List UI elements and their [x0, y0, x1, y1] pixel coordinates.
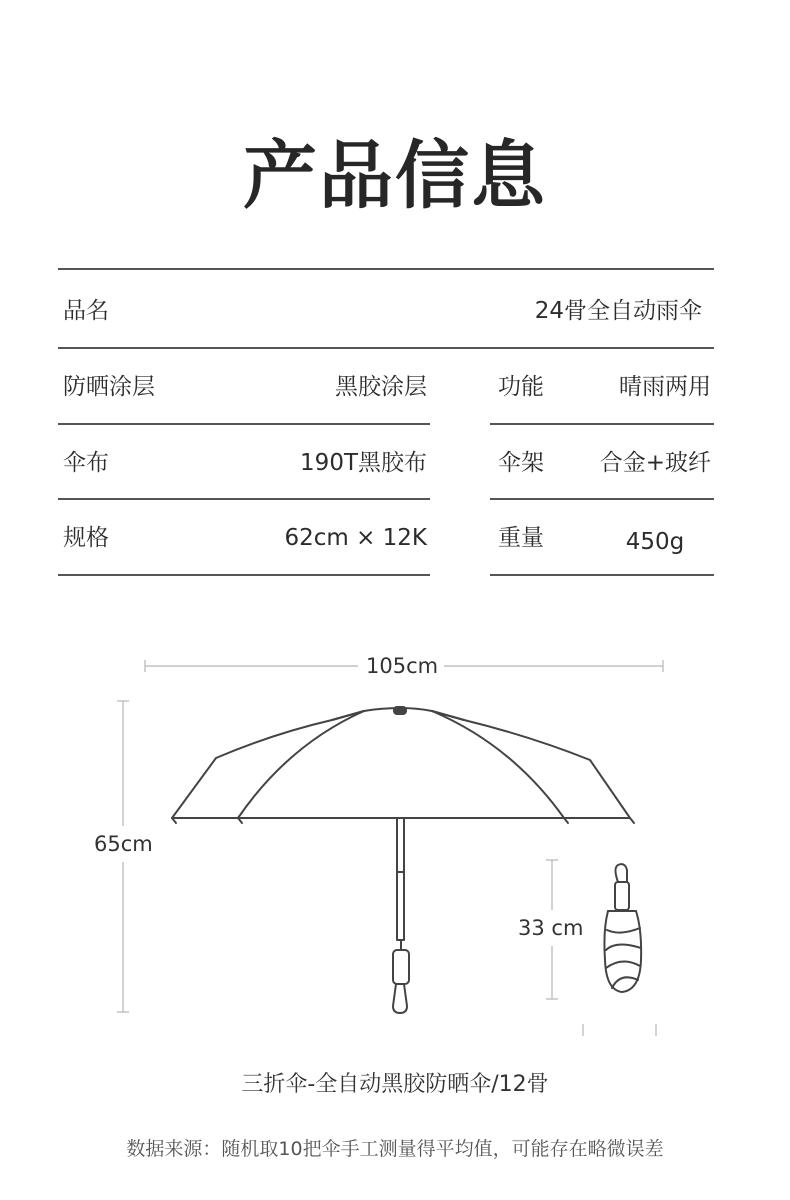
height-dimension-label: 65cm [94, 832, 153, 856]
spec-label-fabric: 伞布 [63, 450, 109, 476]
table-rule-row2-right [490, 498, 714, 500]
spec-value-weight: 450g [625, 529, 685, 555]
spec-value-coating: 黑胶涂层 [335, 374, 427, 400]
spec-label-coating: 防晒涂层 [63, 374, 155, 400]
table-rule-row1-right [490, 423, 714, 425]
spec-label-weight: 重量 [498, 525, 544, 551]
spec-label-frame: 伞架 [498, 450, 544, 476]
open-umbrella-illustration [172, 707, 634, 1013]
table-rule-name [58, 347, 714, 349]
table-rule-row2-left [58, 498, 430, 500]
width-dimension-label: 105cm [366, 654, 439, 678]
page-title: 产品信息 [243, 133, 547, 219]
product-caption: 三折伞-全自动黑胶防晒伞/12骨 [241, 1072, 549, 1097]
spec-value-function: 晴雨两用 [619, 374, 711, 400]
spec-label-name: 品名 [63, 298, 109, 324]
table-rule-row3-left [58, 574, 430, 576]
measurement-footnote: 数据来源：随机取10把伞手工测量得平均值，可能存在略微误差 [126, 1138, 664, 1160]
spec-value-fabric: 190T黑胶布 [300, 450, 427, 476]
folded-umbrella-illustration [604, 864, 641, 992]
table-rule-row1-left [58, 423, 430, 425]
spec-label-function: 功能 [498, 374, 544, 400]
spec-value-size: 62cm × 12K [284, 525, 427, 551]
table-top-rule [58, 268, 714, 270]
spec-value-frame: 合金+玻纤 [599, 450, 711, 476]
spec-label-size: 规格 [63, 525, 109, 551]
table-rule-row3-right [490, 574, 714, 576]
spec-value-name: 24骨全自动雨伞 [534, 298, 702, 324]
folded-height-label: 33 cm [518, 916, 584, 940]
